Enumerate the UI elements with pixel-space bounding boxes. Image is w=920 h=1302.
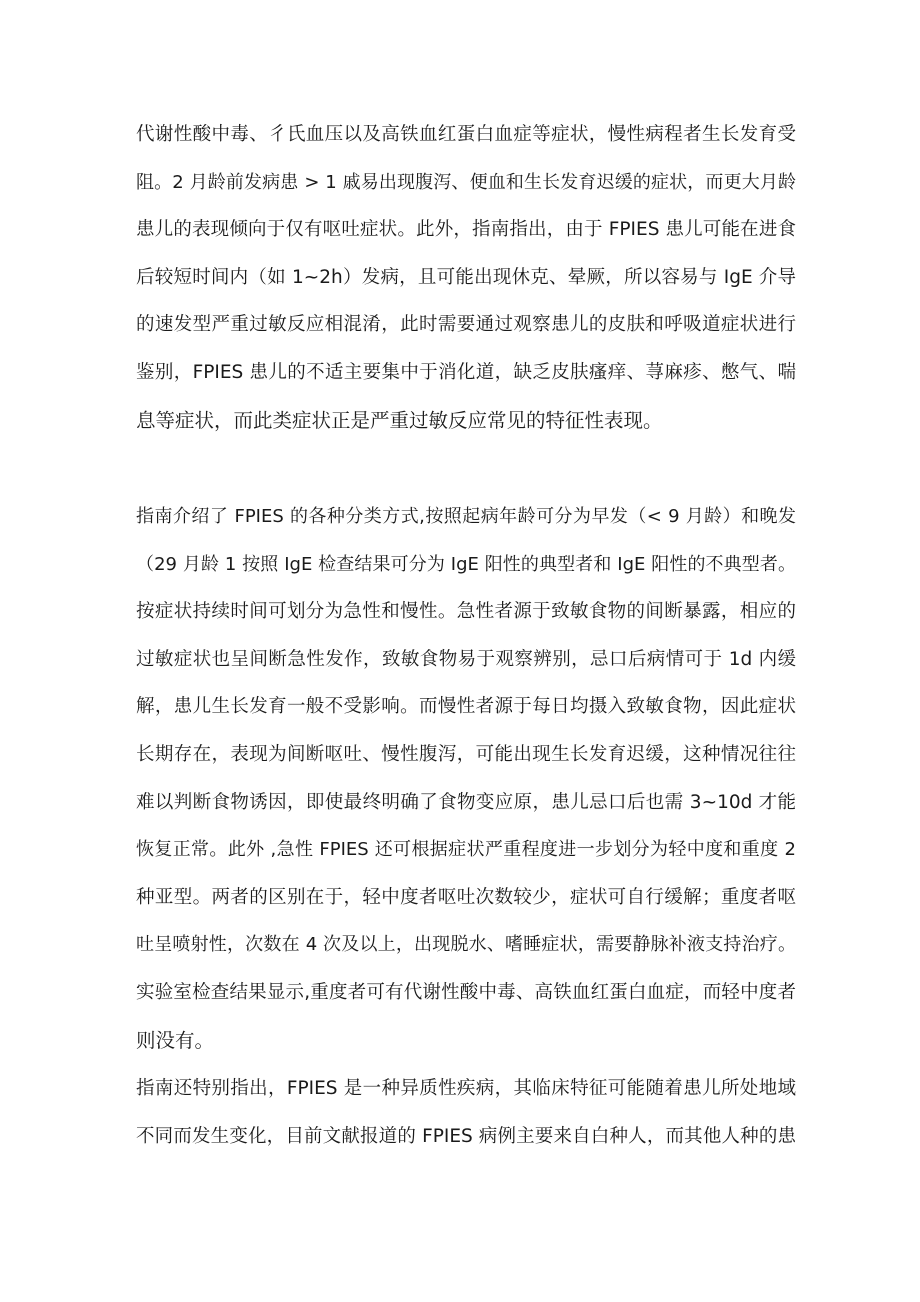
text-line: 指南介绍了 FPIES 的各种分类方式,按照起病年龄可分为早发（< 9 月龄）和晚发: [136, 506, 796, 527]
text-line: 解，患儿生长发育一般不受影响。而慢性者源于每日均摄入致敏食物，因此症状: [136, 696, 796, 718]
paragraph-fpies-symptoms: [136, 111, 796, 444]
text-line: 的速发型严重过敏反应相混淆，此时需要通过观察患儿的皮肤和呼吸道症状进行: [136, 314, 796, 336]
text-line: 种亚型。两者的区别在于，轻中度者呕吐次数较少，症状可自行缓解；重度者呕: [136, 886, 796, 908]
text-line: 鉴别，FPIES 患儿的不适主要集中于消化道，缺乏皮肤瘙痒、荨麻疹、憋气、喘: [136, 361, 796, 383]
text-line: 不同而发生变化，目前文献报道的 FPIES 病例主要来自白种人，而其他人种的患: [136, 1125, 796, 1147]
text-line: （29 月龄 1 按照 IgE 检查结果可分为 IgE 阳性的典型者和 IgE 阳性的不典型者。: [136, 553, 796, 575]
text-line: 按症状持续时间可划分为急性和慢性。急性者源于致敏食物的间断暴露，相应的: [136, 601, 796, 623]
text-line: 后较短时间内（如 1~2h）发病，且可能出现休克、晕厥，所以容易与 IgE 介导: [136, 266, 796, 288]
text-line: 吐呈喷射性，次数在 4 次及以上，出现脱水、嗜睡症状，需要静脉补液支持治疗。: [136, 934, 796, 956]
text-line: 代谢性酸中毒、彳氏血压以及高铁血红蛋白血症等症状，慢性病程者生长发育受: [136, 124, 796, 145]
text-line: 息等症状，而此类症状正是严重过敏反应常见的特征性表现。: [136, 408, 663, 432]
text-line: 恢复正常。此外 ,急性 FPIES 还可根据症状严重程度进一步划分为轻中度和重度 2: [136, 839, 796, 861]
text-line: 指南还特别指出，FPIES 是一种异质性疾病，其临床特征可能随着患儿所处地域: [136, 1078, 796, 1099]
text-line: 则没有。: [136, 1028, 215, 1052]
text-line: 阻。2 月龄前发病患 > 1 戚易出现腹泻、便血和生长发育迟缓的症状，而更大月龄: [136, 171, 796, 193]
text-line: 患儿的表现倾向于仅有呕吐症状。此外，指南指出，由于 FPIES 患儿可能在进食: [136, 219, 796, 241]
text-line: 长期存在，表现为间断呕吐、慢性腹泻，可能出现生长发育迟缓，这种情况往往: [136, 743, 796, 765]
text-line: 难以判断食物诱因，即使最终明确了食物变应原，患儿忌口后也需 3~10d 才能: [136, 791, 796, 813]
paragraph-fpies-heterogeneity: [136, 1065, 796, 1160]
text-line: 实验室检查结果显示,重度者可有代谢性酸中毒、高铁血红蛋白血症，而轻中度者: [136, 981, 796, 1003]
paragraph-fpies-classification: [136, 493, 796, 1064]
text-line: 过敏症状也呈间断急性发作，致敏食物易于观察辨别，忌口后病情可于 1d 内缓: [136, 648, 796, 670]
